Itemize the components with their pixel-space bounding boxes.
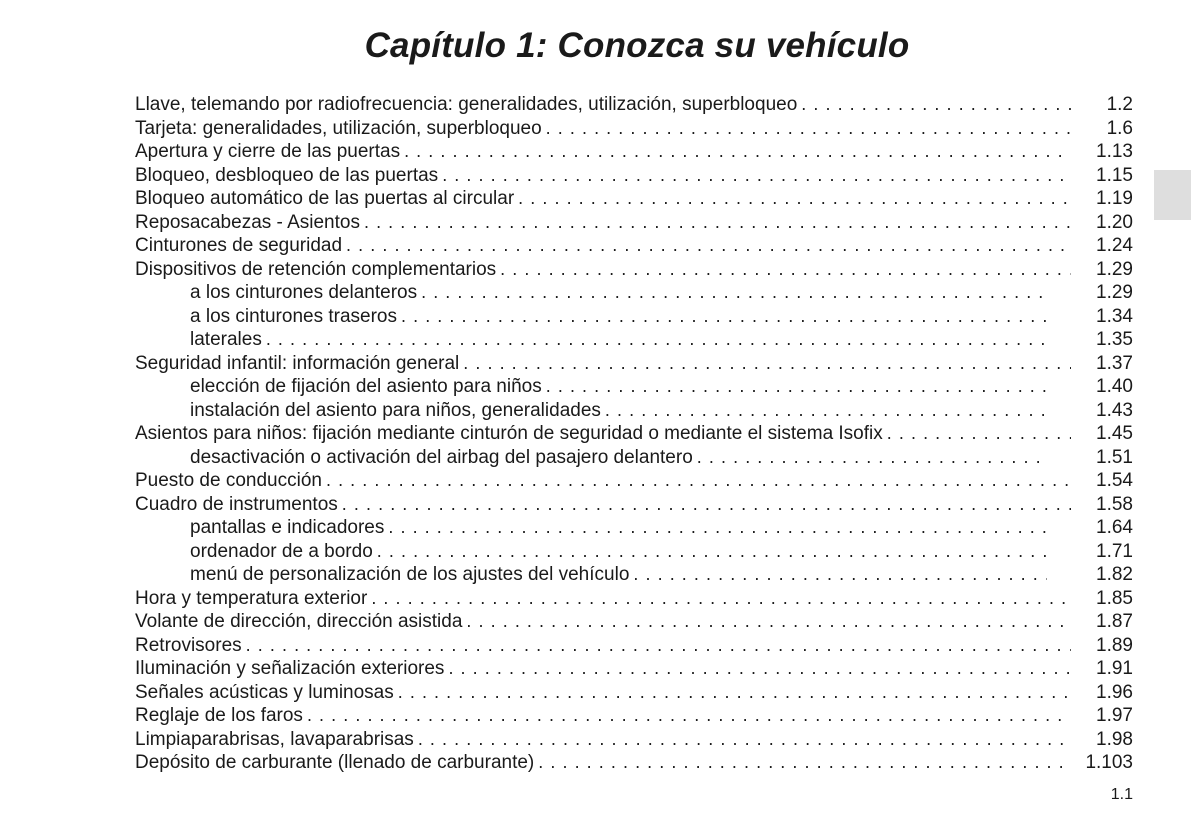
- dot-leader: [400, 140, 1071, 164]
- toc-entry-page: 1.35: [1096, 329, 1133, 350]
- toc-entry: [135, 657, 1133, 681]
- dot-leader: [417, 281, 1047, 305]
- dot-leader: [322, 469, 1071, 493]
- dot-leader: [462, 610, 1071, 634]
- toc-entry-page: 1.54: [1096, 470, 1133, 491]
- dot-leader: [338, 493, 1071, 517]
- dot-leader: [444, 657, 1071, 681]
- toc-entry-page: 1.29: [1096, 258, 1133, 280]
- dot-leader: [394, 681, 1071, 705]
- toc-entry-label: instalación del asiento para niños, generalidades: [190, 399, 601, 421]
- toc-entry-label: pantallas e indicadores: [190, 517, 385, 538]
- toc-entry-label: laterales: [190, 329, 262, 350]
- toc-entry: [135, 728, 1133, 752]
- toc-entry-label: Bloqueo automático de las puertas al circular: [135, 188, 515, 209]
- dot-leader: [414, 728, 1071, 752]
- toc-entry-page: 1.64: [1096, 517, 1133, 538]
- toc-entry-label: Dispositivos de retención complementarios: [135, 258, 497, 280]
- toc-entry: [135, 352, 1133, 376]
- toc-subentry: [135, 375, 1133, 399]
- dot-leader: [459, 352, 1071, 376]
- dot-leader: [883, 422, 1071, 446]
- toc-entry-label: Cuadro de instrumentos: [135, 493, 338, 515]
- toc-entry-page: 1.13: [1096, 141, 1133, 162]
- dot-leader: [534, 751, 1071, 775]
- dot-leader: [542, 117, 1071, 141]
- dot-leader: [303, 704, 1071, 728]
- dot-leader: [242, 634, 1071, 658]
- toc-entry-page: 1.37: [1096, 352, 1133, 374]
- toc-entry-label: Llave, telemando por radiofrecuencia: generalidades, utilización, superbloqueo: [135, 94, 798, 115]
- toc-entry: [135, 634, 1133, 658]
- toc-entry-page: 1.103: [1085, 752, 1133, 773]
- toc-entry-label: Apertura y cierre de las puertas: [135, 141, 401, 162]
- toc-entry-label: Volante de dirección, dirección asistida: [135, 611, 463, 632]
- toc-entry-label: elección de fijación del asiento para niños: [190, 376, 542, 397]
- toc-entry: [135, 164, 1133, 188]
- toc-entry-label: Tarjeta: generalidades, utilización, superbloqueo: [135, 117, 542, 139]
- toc-entry-page: 1.98: [1096, 728, 1133, 750]
- toc-entry-page: 1.58: [1096, 493, 1133, 515]
- toc-entry-page: 1.91: [1096, 658, 1133, 679]
- toc-entry-page: 1.97: [1096, 705, 1133, 726]
- toc-entry-label: Puesto de conducción: [135, 470, 322, 491]
- toc-entry-label: Seguridad infantil: información general: [135, 352, 460, 374]
- toc-entry-page: 1.43: [1096, 399, 1133, 421]
- toc-entry: [135, 211, 1133, 235]
- toc-entry: [135, 258, 1133, 282]
- toc-entry: [135, 493, 1133, 517]
- toc-entry-page: 1.19: [1096, 188, 1133, 209]
- toc-entry-label: Hora y temperatura exterior: [135, 587, 368, 609]
- dot-leader: [542, 375, 1047, 399]
- toc-entry-label: Depósito de carburante (llenado de carburante): [135, 752, 535, 773]
- dot-leader: [438, 164, 1071, 188]
- toc-entry-page: 1.2: [1106, 94, 1133, 115]
- toc-entry-page: 1.71: [1096, 540, 1133, 562]
- toc-entry-label: ordenador de a bordo: [190, 540, 373, 562]
- toc-subentry: [135, 540, 1133, 564]
- toc-entry-page: 1.96: [1096, 681, 1133, 703]
- toc-entry-label: Reposacabezas - Asientos: [135, 211, 360, 233]
- toc-entry: [135, 140, 1133, 164]
- toc-entry-page: 1.6: [1106, 117, 1133, 139]
- toc-entry-page: 1.89: [1096, 634, 1133, 656]
- toc-entry-page: 1.34: [1096, 305, 1133, 327]
- toc-entry: [135, 234, 1133, 258]
- toc-entry-label: Iluminación y señalización exteriores: [135, 658, 445, 679]
- toc-entry: [135, 587, 1133, 611]
- toc-entry-label: Retrovisores: [135, 634, 242, 656]
- toc-entry: [135, 681, 1133, 705]
- toc-entry: [135, 187, 1133, 211]
- dot-leader: [797, 93, 1071, 117]
- dot-leader: [373, 540, 1047, 564]
- dot-leader: [514, 187, 1071, 211]
- toc-entry-page: 1.40: [1096, 376, 1133, 397]
- toc-entry-page: 1.85: [1096, 587, 1133, 609]
- toc-entry-page: 1.82: [1096, 564, 1133, 585]
- dot-leader: [629, 563, 1047, 587]
- toc-entry-page: 1.24: [1096, 235, 1133, 256]
- dot-leader: [397, 305, 1047, 329]
- toc-entry: [135, 751, 1133, 775]
- toc-entry-page: 1.20: [1096, 211, 1133, 233]
- toc-entry: [135, 610, 1133, 634]
- page-title: Capítulo 1: Conozca su vehículo: [364, 26, 910, 65]
- toc-entry-label: Limpiaparabrisas, lavaparabrisas: [135, 728, 414, 750]
- dot-leader: [342, 234, 1071, 258]
- toc-entry: [135, 93, 1133, 117]
- dot-leader: [384, 516, 1047, 540]
- dot-leader: [496, 258, 1071, 282]
- toc-entry-page: 1.29: [1096, 282, 1133, 303]
- toc-entry-page: 1.45: [1096, 423, 1133, 444]
- toc-entry-label: menú de personalización de los ajustes del vehículo: [190, 564, 630, 585]
- toc-entry-label: Señales acústicas y luminosas: [135, 681, 394, 703]
- chapter-tab: [1154, 170, 1191, 220]
- toc-subentry: [135, 305, 1133, 329]
- toc-entry: [135, 469, 1133, 493]
- toc-entry-page: 1.51: [1096, 446, 1133, 468]
- toc-entry-label: a los cinturones delanteros: [190, 282, 418, 303]
- toc-entry-label: Cinturones de seguridad: [135, 235, 343, 256]
- toc-subentry: [135, 516, 1133, 540]
- toc-entry-label: a los cinturones traseros: [190, 305, 397, 327]
- toc-entry-page: 1.87: [1096, 611, 1133, 632]
- toc-entry: [135, 704, 1133, 728]
- toc-entry-page: 1.15: [1096, 164, 1133, 186]
- toc-subentry: [135, 328, 1133, 352]
- toc-subentry: [135, 281, 1133, 305]
- dot-leader: [367, 587, 1071, 611]
- toc-entry-label: Reglaje de los faros: [135, 705, 303, 726]
- toc-subentry: [135, 399, 1133, 423]
- toc-entry: [135, 117, 1133, 141]
- dot-leader: [360, 211, 1071, 235]
- toc-entry-label: Bloqueo, desbloqueo de las puertas: [135, 164, 439, 186]
- toc-subentry: [135, 563, 1133, 587]
- toc-subentry: [135, 446, 1133, 470]
- dot-leader: [601, 399, 1047, 423]
- toc-entry: [135, 422, 1133, 446]
- table-of-contents: [135, 93, 1133, 775]
- toc-entry-label: Asientos para niños: fijación mediante cinturón de seguridad o mediante el sistema Isofix: [135, 423, 883, 444]
- toc-entry-label: desactivación o activación del airbag del pasajero delantero: [190, 446, 693, 468]
- dot-leader: [693, 446, 1047, 470]
- dot-leader: [262, 328, 1047, 352]
- page-number: 1.1: [1110, 786, 1133, 803]
